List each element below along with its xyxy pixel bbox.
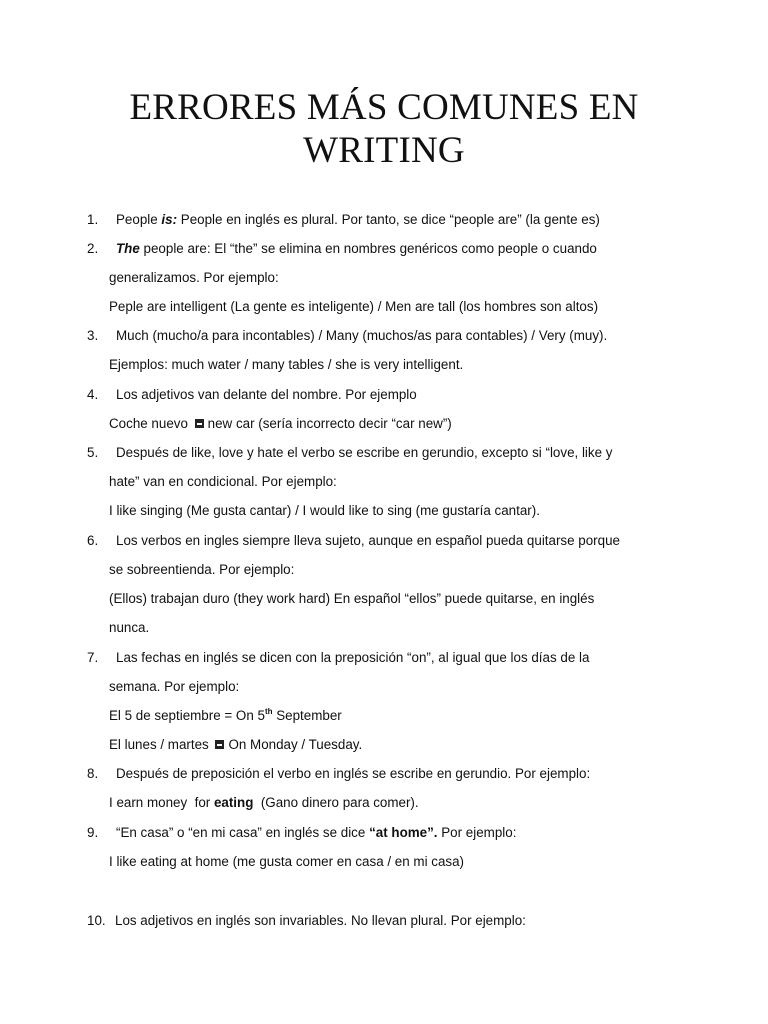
list-item-continuation: se sobreentienda. Por ejemplo: <box>109 562 295 577</box>
list-item-9 <box>0 822 768 844</box>
list-item-example: Peple are intelligent (La gente es inteligente) / Men are tall (los hombres son altos) <box>109 299 599 314</box>
title-line-1: ERRORES MÁS COMUNES EN <box>129 87 639 128</box>
list-item-continuation: generalizamos. Por ejemplo: <box>109 270 279 285</box>
list-number: 2. <box>87 241 99 256</box>
list-item-3 <box>0 325 768 347</box>
list-item-10 <box>0 910 768 932</box>
list-item-8 <box>0 763 768 785</box>
list-number: 10. <box>87 913 106 928</box>
list-item-example: I like singing (Me gusta cantar) / I would like to sing (me gustaría cantar). <box>109 503 540 518</box>
list-item-2 <box>0 238 768 260</box>
list-number: 9. <box>87 825 99 840</box>
list-item-7 <box>0 647 768 669</box>
list-item-text: Much (mucho/a para incontables) / Many (muchos/as para contables) / Very (muy). <box>116 328 608 343</box>
list-number: 4. <box>87 387 99 402</box>
list-number: 6. <box>87 533 99 548</box>
list-item-continuation: hate” van en condicional. Por ejemplo: <box>109 474 337 489</box>
arrow-icon <box>195 419 204 428</box>
list-item-example: I earn money for eating (Gano dinero para comer). <box>109 795 419 810</box>
list-item-example: Ejemplos: much water / many tables / she is very intelligent. <box>109 357 464 372</box>
list-item-text: Después de preposición el verbo en inglés se escribe en gerundio. Por ejemplo: <box>116 766 591 781</box>
list-item-text: Los adjetivos en inglés son invariables. No llevan plural. Por ejemplo: <box>115 913 526 928</box>
list-number: 7. <box>87 650 99 665</box>
title-line-2: WRITING <box>303 130 465 171</box>
list-item-example: El lunes / martes On Monday / Tuesday. <box>109 737 363 752</box>
list-item-5 <box>0 442 768 464</box>
list-item-text: People is: People en inglés es plural. Por tanto, se dice “people are” (la gente es) <box>116 212 600 227</box>
list-item-example: Coche nuevo new car (sería incorrecto decir “car new”) <box>109 416 452 431</box>
list-item-example: El 5 de septiembre = On 5th September <box>109 707 342 723</box>
list-number: 3. <box>87 328 99 343</box>
page-title <box>0 86 768 172</box>
list-item-1 <box>0 209 768 231</box>
list-item-text: Los verbos en ingles siempre lleva sujeto, aunque en español pueda quitarse porque <box>116 533 620 548</box>
list-item-example: I like eating at home (me gusta comer en casa / en mi casa) <box>109 854 465 869</box>
list-item-text: Las fechas en inglés se dicen con la preposición “on”, al igual que los días de la <box>116 650 590 665</box>
list-item-text: The people are: El “the” se elimina en nombres genéricos como people o cuando <box>116 241 597 256</box>
list-number: 1. <box>87 212 99 227</box>
list-item-continuation: nunca. <box>109 620 150 635</box>
arrow-icon <box>215 740 224 749</box>
list-item-text: Los adjetivos van delante del nombre. Por ejemplo <box>116 387 417 402</box>
list-item-text: “En casa” o “en mi casa” en inglés se dice “at home”. Por ejemplo: <box>116 825 517 840</box>
list-item-6 <box>0 530 768 552</box>
list-item-text: Después de like, love y hate el verbo se escribe en gerundio, excepto si “love, like y <box>116 445 613 460</box>
list-item-continuation: semana. Por ejemplo: <box>109 679 240 694</box>
list-number: 8. <box>87 766 99 781</box>
list-item-4 <box>0 384 768 406</box>
list-item-example: (Ellos) trabajan duro (they work hard) En español “ellos” puede quitarse, en inglés <box>109 591 595 606</box>
list-number: 5. <box>87 445 99 460</box>
